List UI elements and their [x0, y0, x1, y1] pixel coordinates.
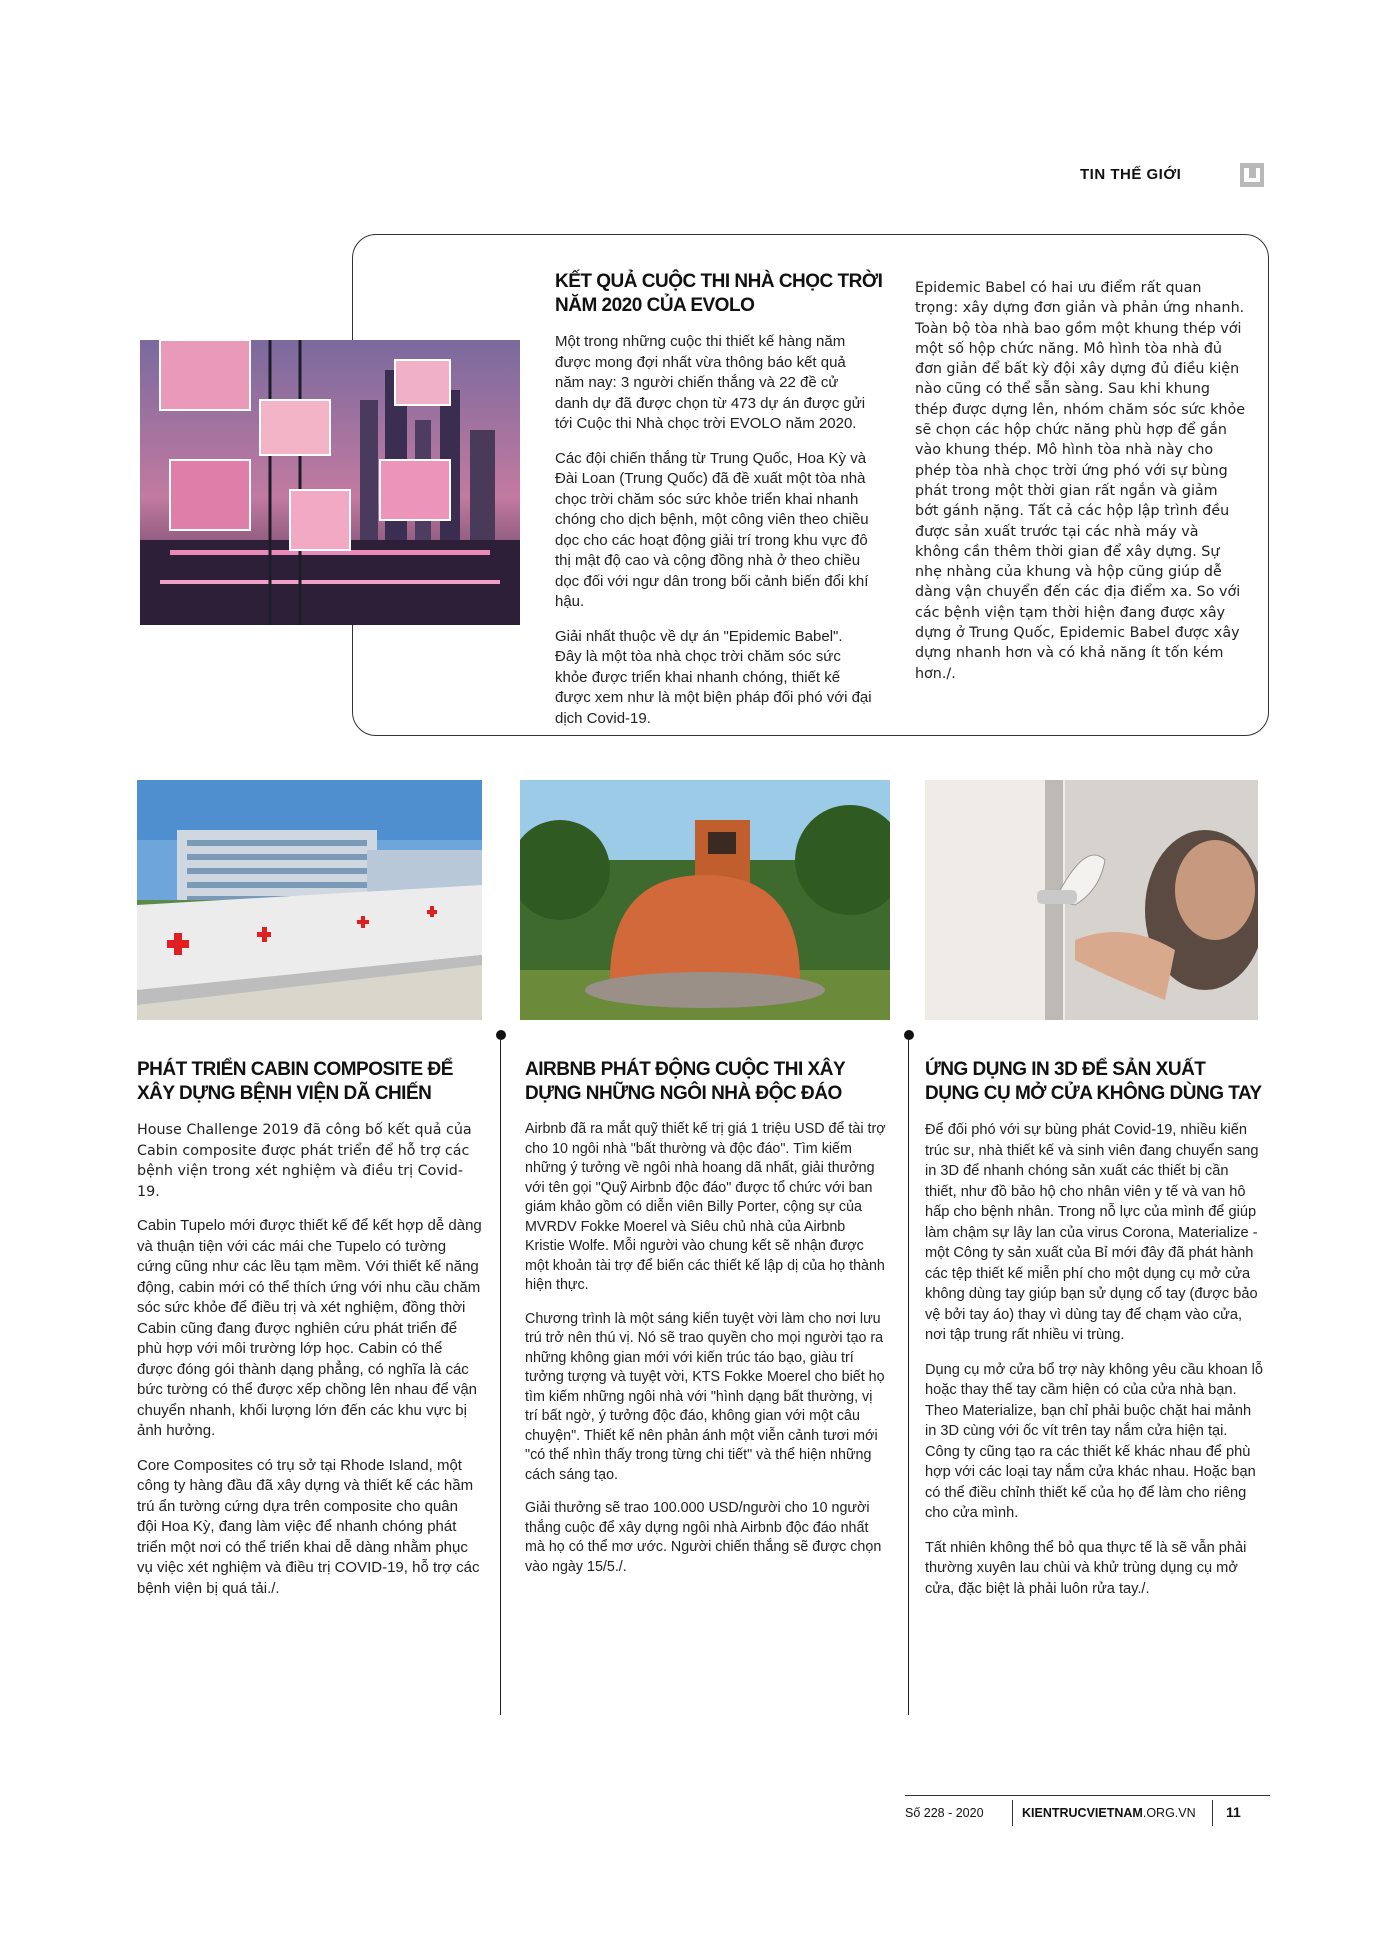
- footer-separator: [1212, 1800, 1213, 1826]
- featured-col1-paragraph: Các đội chiến thắng từ Trung Quốc, Hoa Kỳ và Đài Loan (Trung Quốc) đã đề xuất một tòa nhà chọc trời chăm sóc sức khỏe triển khai nhanh chóng cho dịch bệnh, một công viên theo chiều dọc cho các hoạt động giải trí trong khu vực đô thị mật độ cao và cộng đồng nhà ở theo chiều dọc đối với ngư dân trong bối cảnh biến đổi khí hậu.: [555, 449, 869, 610]
- article-paragraph: Để đối phó với sự bùng phát Covid-19, nhiều kiến trúc sư, nhà thiết kế và sinh viên đang chuyển sang in 3D để nhanh chóng sản xuất các thiết bị cần thiết, như đồ bảo hộ cho nhân viên y tế và van hô hấp cho bệnh nhân. Trong nỗ lực của mình để giúp làm chậm sự lây lan của virus Corona, Materialize - một Công ty sản xuất của Bỉ mới đây đã phát hành các tệp thiết kế miễn phí cho một dụng cụ mở cửa không dùng tay giúp bạn sử dụng cổ tay (được bảo vệ bởi tay áo) thay vì dùng tay để chạm vào cửa, nơi tập trung rất nhiều vi trùng.: [925, 1122, 1259, 1343]
- article-3d-door-opener: [925, 1058, 1263, 1613]
- article-airbnb: [525, 1058, 887, 1591]
- article-paragraph: Giải thưởng sẽ trao 100.000 USD/người cho 10 người thắng cuộc để xây dựng ngôi nhà Airbnb độc đáo nhất mà họ có thể mơ ước. Người chiến thắng sẽ được chọn vào ngày 15/5./.: [525, 1500, 882, 1575]
- section-logo-icon: [1240, 163, 1264, 187]
- footer-site-name: KIENTRUCVIETNAM: [1022, 1806, 1143, 1820]
- footer-issue: Số 228 - 2020: [905, 1806, 984, 1820]
- footer-site-suffix: .ORG.VN: [1142, 1806, 1196, 1820]
- column-divider-dot: [904, 1030, 914, 1040]
- featured-col1: [555, 332, 873, 743]
- article-paragraph: Core Composites có trụ sở tại Rhode Island, một công ty hàng đầu đã xây dựng và thiết kế các hầm trú ẩn tường cứng dựa trên composite cho quân đội Hoa Kỳ, đang làm việc để nhanh chóng phát triển một nơi có thể triển khai dễ dàng nhằm phục vụ việc xét nghiệm và điều trị COVID-19, hỗ trợ các bệnh viện bị quá tải./.: [137, 1456, 480, 1597]
- airbnb-house-photo: [520, 780, 890, 1020]
- footer-separator: [1012, 1800, 1013, 1826]
- column-divider-dot: [496, 1030, 506, 1040]
- page-number: 11: [1226, 1804, 1241, 1820]
- article-paragraph: House Challenge 2019 đã công bố kết quả của Cabin composite được phát triển để hỗ trợ các bệnh viện trong xét nghiệm và điều trị Covid-19.: [137, 1122, 472, 1200]
- article-title: ỨNG DỤNG IN 3D ĐỂ SẢN XUẤT DỤNG CỤ MỞ CỬA KHÔNG DÙNG TAY: [925, 1059, 1262, 1104]
- article-paragraph: Cabin Tupelo mới được thiết kế để kết hợp dễ dàng và thuận tiện với các mái che Tupelo có tường cứng cũng như các lều tạm mềm. Với thiết kế năng động, cabin mới có thể thích ứng với nhu cầu chăm sóc sức khỏe để điều trị và xét nghiệm, đồng thời Cabin cũng đang được nghiên cứu phát triển để phù hợp với môi trường lớp học. Cabin có thể được đóng gói thành dạng phẳng, có nghĩa là các bức tường có thể được xếp chồng lên nhau để vận chuyển nhanh, khối lượng lớn đến các khu vực bị ảnh hưởng.: [137, 1217, 482, 1439]
- cabin-composite-photo: [137, 780, 482, 1020]
- article-title: AIRBNB PHÁT ĐỘNG CUỘC THI XÂY DỰNG NHỮNG NGÔI NHÀ ĐỘC ĐÁO: [525, 1059, 845, 1104]
- featured-skyscraper-photo: [140, 340, 520, 625]
- article-paragraph: Chương trình là một sáng kiến tuyệt vời làm cho nơi lưu trú trở nên thú vị. Nó sẽ trao quyền cho mọi người tạo ra những không gian mới với kiến trúc táo bạo, giàu trí tưởng tượng và tuyệt vời, KTS Fokke Moerel cho biết họ tìm kiếm những ngôi nhà với "hình dạng bất thường, vị trí bất ngờ, ý tưởng độc đáo, không gian với một câu chuyện". Thiết kế nên phản ánh một viễn cảnh tươi mới "có thể nhìn thấy trong từng chi tiết" và thể hiện những cách sáng tạo.: [525, 1310, 885, 1483]
- footer-rule: [905, 1795, 1270, 1796]
- column-divider: [908, 1040, 909, 1715]
- section-label: TIN THẾ GIỚI: [1080, 166, 1182, 183]
- featured-col2: [915, 278, 1245, 698]
- door-opener-photo: [925, 780, 1258, 1020]
- article-paragraph: Dụng cụ mở cửa bổ trợ này không yêu cầu khoan lỗ hoặc thay thế tay cầm hiện có của cửa nhà bạn. Theo Materialize, bạn chỉ phải buộc chặt hai mảnh in 3D cùng với ốc vít trên tay nắm cửa hiện tại. Công ty cũng tạo ra các thiết kế khác nhau để phù hợp với các loại tay nắm cửa khác nhau. Hoặc bạn có thể điều chỉnh thiết kế của họ để làm cho riêng cho cửa mình.: [925, 1361, 1264, 1521]
- article-paragraph: Airbnb đã ra mắt quỹ thiết kế trị giá 1 triệu USD để tài trợ cho 10 ngôi nhà "bất thường và độc đáo". Tìm kiếm những ý tưởng về ngôi nhà hoang dã nhất, giải thưởng với tên gọi "Quỹ Airbnb độc đáo" được tổ chức với ban giám khảo gồm có diễn viên Billy Porter, cộng sự của MVRDV Fokke Moerel và Siêu chủ nhà của Airbnb Kristie Wolfe. Mỗi người vào chung kết sẽ nhận được một khoản tài trợ để biến các thiết kế lập dị của họ thành hiện thực.: [525, 1121, 886, 1293]
- footer-website: [1022, 1806, 1196, 1820]
- featured-col1-paragraph: Một trong những cuộc thi thiết kế hàng năm được mong đợi nhất vừa thông báo kết quả năm nay: 3 người chiến thắng và 22 đề cử danh dự đã được chọn từ 473 dự án được gửi tới Cuộc thi Nhà chọc trời EVOLO năm 2020.: [555, 333, 866, 432]
- featured-col1-paragraph: Giải nhất thuộc về dự án "Epidemic Babel". Đây là một tòa nhà chọc trời chăm sóc sức khỏe được triển khai nhanh chóng, thiết kế được xem như là một biện pháp đối phó với đại dịch Covid-19.: [555, 627, 872, 727]
- featured-col2-paragraph: Epidemic Babel có hai ưu điểm rất quan trọng: xây dựng đơn giản và phản ứng nhanh. Toàn bộ tòa nhà bao gồm một khung thép với một số hộp chức năng. Mô hình tòa nhà đủ đơn giản để bất kỳ đội xây dựng đủ điều kiện nào cũng có thể sẵn sàng. Sau khi khung thép được dựng lên, nhóm chăm sóc sức khỏe sẽ chọn các hộp chức năng phù hợp để gắn vào khung thép. Mô hình tòa nhà này cho phép tòa nhà chọc trời ứng phó với sự bùng phát trong một thời gian rất ngắn và giảm bớt gánh nặng. Tất cả các hộp lập trình đều được sản xuất trước tại các nhà máy và không cần thêm thời gian để xây dựng. Sự nhẹ nhàng của khung và hộp cũng giúp dễ dàng vận chuyển đến các địa điểm xa. So với các bệnh viện tạm thời hiện đang được xây dựng ở Trung Quốc, Epidemic Babel được xây dựng nhanh hơn và có khả năng ít tốn kém hơn./.: [915, 280, 1246, 682]
- article-cabin-composite: [137, 1058, 482, 1613]
- article-title: PHÁT TRIỂN CABIN COMPOSITE ĐỂ XÂY DỰNG BỆNH VIỆN DÃ CHIẾN: [137, 1059, 453, 1104]
- featured-title: KẾT QUẢ CUỘC THI NHÀ CHỌC TRỜI NĂM 2020 CỦA EVOLO: [555, 271, 883, 316]
- column-divider: [500, 1040, 501, 1715]
- article-paragraph: Tất nhiên không thể bỏ qua thực tế là sẽ vẫn phải thường xuyên lau chùi và khử trùng dụng cụ mở cửa, đặc biệt là phải luôn rửa tay./.: [925, 1539, 1247, 1597]
